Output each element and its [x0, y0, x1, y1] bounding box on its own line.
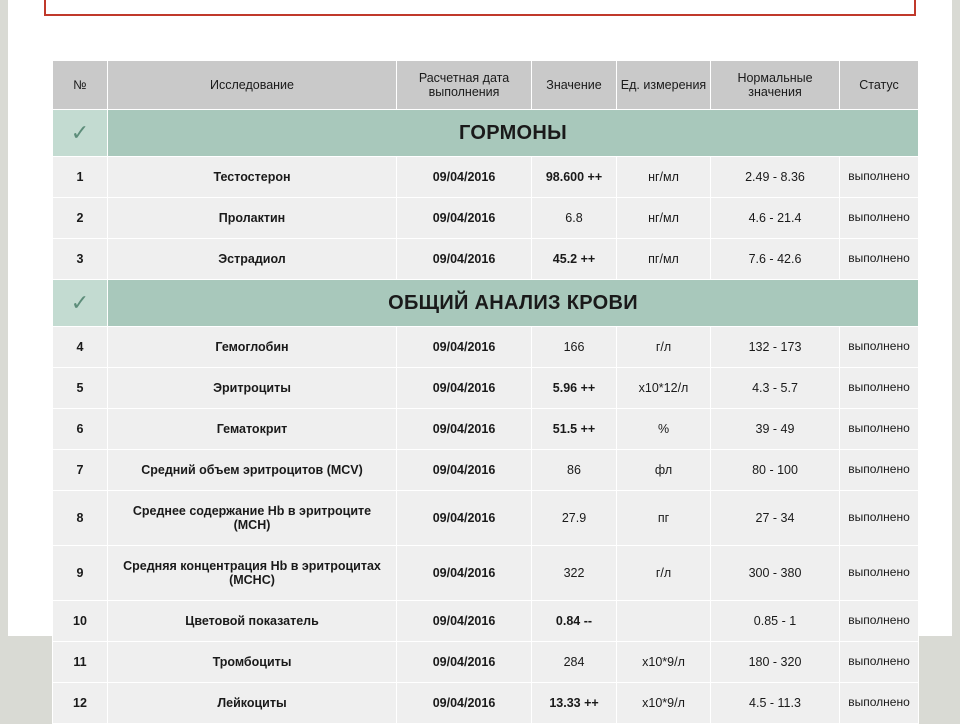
report-page [8, 0, 952, 710]
cell-norm: 4.3 - 5.7 [711, 368, 840, 409]
cell-date: 09/04/2016 [397, 642, 532, 683]
cell-number: 11 [53, 642, 108, 683]
table-row [53, 198, 919, 239]
check-mark-icon: ✓ [53, 110, 108, 157]
table-row [53, 683, 919, 724]
column-header-units: Ед. измерения [617, 61, 711, 110]
cell-status: выполнено [840, 368, 919, 409]
cell-number: 6 [53, 409, 108, 450]
cell-norm: 7.6 - 42.6 [711, 239, 840, 280]
column-header-status: Статус [840, 61, 919, 110]
cell-number: 12 [53, 683, 108, 724]
table-row [53, 642, 919, 683]
cell-number: 3 [53, 239, 108, 280]
cell-study: Пролактин [108, 198, 397, 239]
cell-units: г/л [617, 546, 711, 601]
cell-status: выполнено [840, 683, 919, 724]
cell-value: 86 [532, 450, 617, 491]
section-title: ОБЩИЙ АНАЛИЗ КРОВИ [108, 280, 919, 327]
column-header-date: Расчетная дата выполнения [397, 61, 532, 110]
cell-date: 09/04/2016 [397, 157, 532, 198]
table-row [53, 157, 919, 198]
column-header-value: Значение [532, 61, 617, 110]
cell-status: выполнено [840, 491, 919, 546]
cell-value: 13.33 ++ [532, 683, 617, 724]
table-row [53, 491, 919, 546]
cell-date: 09/04/2016 [397, 601, 532, 642]
column-header-norms: Нормальные значения [711, 61, 840, 110]
cell-status: выполнено [840, 409, 919, 450]
table-row [53, 546, 919, 601]
cell-date: 09/04/2016 [397, 491, 532, 546]
cell-units: нг/мл [617, 198, 711, 239]
cell-value: 166 [532, 327, 617, 368]
cell-value: 284 [532, 642, 617, 683]
cell-value: 45.2 ++ [532, 239, 617, 280]
check-mark-icon: ✓ [53, 280, 108, 327]
cell-value: 98.600 ++ [532, 157, 617, 198]
cell-value: 0.84 -- [532, 601, 617, 642]
cell-units: фл [617, 450, 711, 491]
section-title: ГОРМОНЫ [108, 110, 919, 157]
cell-date: 09/04/2016 [397, 546, 532, 601]
cell-date: 09/04/2016 [397, 409, 532, 450]
cell-units: пг/мл [617, 239, 711, 280]
cell-number: 9 [53, 546, 108, 601]
cell-date: 09/04/2016 [397, 450, 532, 491]
column-header-study: Исследование [108, 61, 397, 110]
cell-value: 27.9 [532, 491, 617, 546]
cell-norm: 4.5 - 11.3 [711, 683, 840, 724]
table-row [53, 239, 919, 280]
cell-status: выполнено [840, 642, 919, 683]
cell-units: х10*9/л [617, 683, 711, 724]
cell-norm: 4.6 - 21.4 [711, 198, 840, 239]
cell-study: Тромбоциты [108, 642, 397, 683]
cell-norm: 300 - 380 [711, 546, 840, 601]
cell-norm: 2.49 - 8.36 [711, 157, 840, 198]
cell-status: выполнено [840, 450, 919, 491]
cell-date: 09/04/2016 [397, 327, 532, 368]
lab-results-table [52, 60, 919, 724]
clinic-banner [44, 0, 916, 16]
cell-date: 09/04/2016 [397, 683, 532, 724]
cell-units: х10*9/л [617, 642, 711, 683]
cell-study: Тестостерон [108, 157, 397, 198]
table-row [53, 368, 919, 409]
cell-norm: 39 - 49 [711, 409, 840, 450]
cell-status: выполнено [840, 198, 919, 239]
cell-norm: 0.85 - 1 [711, 601, 840, 642]
cell-value: 51.5 ++ [532, 409, 617, 450]
cell-value: 6.8 [532, 198, 617, 239]
cell-study: Цветовой показатель [108, 601, 397, 642]
section-row [53, 280, 919, 327]
table-header-row [53, 61, 919, 110]
cell-status: выполнено [840, 157, 919, 198]
table-row [53, 450, 919, 491]
cell-number: 4 [53, 327, 108, 368]
cell-units: г/л [617, 327, 711, 368]
cell-units: нг/мл [617, 157, 711, 198]
cell-value: 5.96 ++ [532, 368, 617, 409]
clinic-banner-text [46, 0, 914, 6]
cell-units: % [617, 409, 711, 450]
cell-norm: 132 - 173 [711, 327, 840, 368]
cell-number: 10 [53, 601, 108, 642]
cell-number: 7 [53, 450, 108, 491]
cell-study: Эритроциты [108, 368, 397, 409]
table-row [53, 327, 919, 368]
cell-units: х10*12/л [617, 368, 711, 409]
column-header-number: № [53, 61, 108, 110]
cell-study: Эстрадиол [108, 239, 397, 280]
cell-units [617, 601, 711, 642]
cell-date: 09/04/2016 [397, 198, 532, 239]
cell-study: Средняя концентрация Hb в эритроцитах (MCHC) [108, 546, 397, 601]
cell-norm: 180 - 320 [711, 642, 840, 683]
cell-date: 09/04/2016 [397, 368, 532, 409]
cell-status: выполнено [840, 239, 919, 280]
cell-number: 8 [53, 491, 108, 546]
cell-units: пг [617, 491, 711, 546]
cell-study: Гематокрит [108, 409, 397, 450]
cell-number: 1 [53, 157, 108, 198]
cell-study: Средний объем эритроцитов (MCV) [108, 450, 397, 491]
table-header [53, 61, 919, 110]
table-row [53, 601, 919, 642]
cell-number: 2 [53, 198, 108, 239]
cell-norm: 80 - 100 [711, 450, 840, 491]
section-row [53, 110, 919, 157]
cell-number: 5 [53, 368, 108, 409]
cell-study: Лейкоциты [108, 683, 397, 724]
cell-status: выполнено [840, 327, 919, 368]
cell-norm: 27 - 34 [711, 491, 840, 546]
cell-study: Гемоглобин [108, 327, 397, 368]
table-row [53, 409, 919, 450]
cell-status: выполнено [840, 601, 919, 642]
cell-study: Среднее содержание Hb в эритроците (MCH) [108, 491, 397, 546]
table-body [53, 110, 919, 724]
cell-status: выполнено [840, 546, 919, 601]
cell-value: 322 [532, 546, 617, 601]
cell-date: 09/04/2016 [397, 239, 532, 280]
